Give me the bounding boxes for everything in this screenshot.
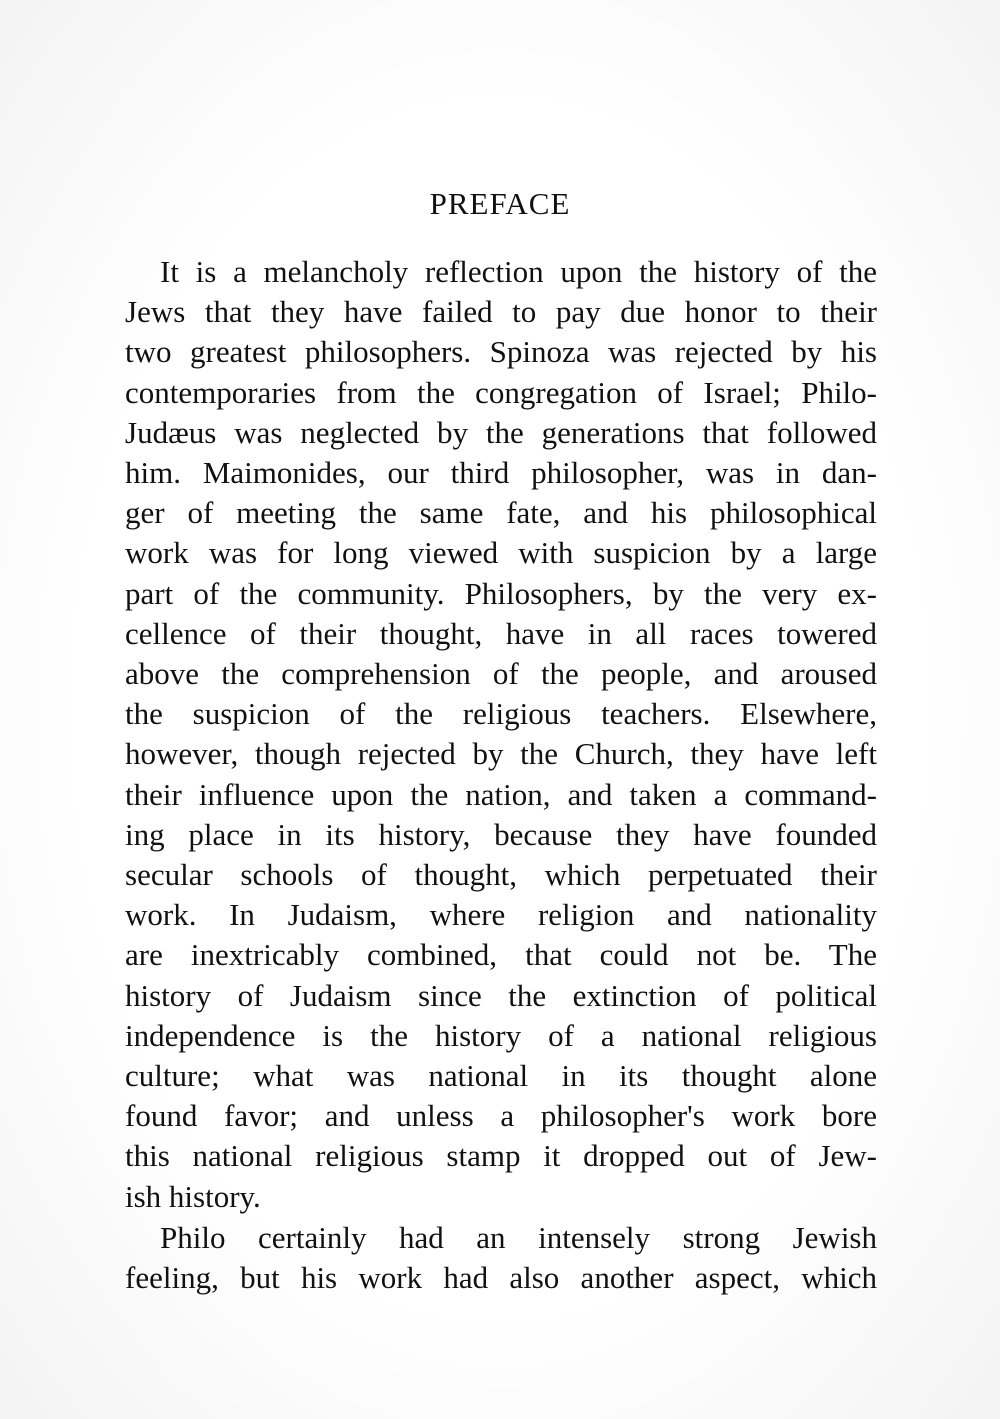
text-line: are inextricably combined, that could not be. The [125, 937, 877, 973]
text-line: above the comprehension of the people, and aroused [125, 656, 877, 691]
text-line: Jews that they have failed to pay due honor to their [125, 294, 877, 330]
text-line: this national religious stamp it dropped out of Jew- [125, 1138, 877, 1174]
text-line: found favor; and unless a philosopher's work bore [125, 1098, 877, 1134]
text-line: culture; what was national in its thought alone [125, 1058, 877, 1093]
text-line: him. Maimonides, our third philosopher, was in dan- [125, 455, 877, 490]
text-line: cellence of their thought, have in all races towered [125, 615, 877, 651]
text-line: It is a melancholy reflection upon the history of the [160, 254, 877, 289]
text-line: two greatest philosophers. Spinoza was rejected by his [125, 334, 877, 370]
text-line: ish history. [125, 1178, 261, 1214]
text-line: their influence upon the nation, and taken a command- [125, 776, 877, 812]
text-line: contemporaries from the congregation of Israel; Philo- [125, 374, 877, 410]
text-line: Judæus was neglected by the generations that followed [125, 414, 877, 450]
text-line: however, though rejected by the Church, they have left [125, 736, 877, 772]
text-line: independence is the history of a national religious [125, 1017, 877, 1053]
text-line: work. In Judaism, where religion and nationality [125, 897, 877, 933]
text-line: ger of meeting the same fate, and his philosophical [125, 495, 877, 531]
text-line: history of Judaism since the extinction of political [125, 977, 877, 1013]
text-line: the suspicion of the religious teachers. Elsewhere, [125, 696, 877, 732]
text-line: Philo certainly had an intensely strong Jewish [160, 1220, 877, 1255]
page-title: PREFACE [429, 186, 571, 221]
text-line: secular schools of thought, which perpetuated their [125, 857, 877, 892]
text-line: ing place in its history, because they have founded [125, 816, 877, 852]
text-line: work was for long viewed with suspicion by a large [125, 535, 877, 571]
text-line: part of the community. Philosophers, by the very ex- [125, 575, 877, 611]
text-line: feeling, but his work had also another aspect, which [125, 1260, 877, 1296]
